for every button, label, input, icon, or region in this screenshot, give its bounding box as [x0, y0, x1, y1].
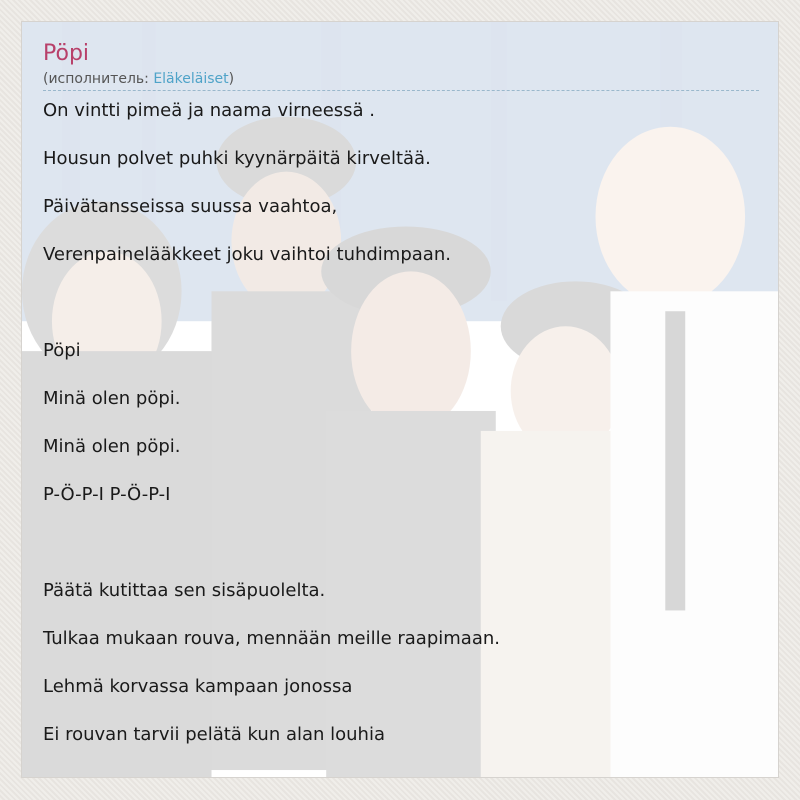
lyric-line: P-Ö-P-I P-Ö-P-I: [43, 484, 171, 505]
lyric-line: Ei rouvan tarvii pelätä kun alan louhia: [43, 724, 385, 745]
lyric-line: On vintti pimeä ja naama virneessä .: [43, 100, 376, 121]
lyric-line: Lehmä korvassa kampaan jonossa: [43, 676, 353, 697]
lyric-line: Päivätansseissa suussa vaahtoa,: [43, 196, 338, 217]
lyric-line: Minä olen pöpi.: [43, 436, 181, 457]
performer-suffix: ): [228, 71, 235, 87]
lyrics-body: [43, 100, 759, 772]
performer-line: [43, 70, 759, 91]
lyric-line: Päätä kutittaa sen sisäpuolelta.: [43, 580, 326, 601]
lyric-line: Tulkaa mukaan rouva, mennään meille raapimaan.: [43, 628, 500, 649]
performer-link[interactable]: Eläkeläiset: [153, 71, 229, 87]
performer-prefix: (исполнитель:: [43, 71, 154, 87]
stanza-break: [43, 292, 759, 340]
stanza-break: [43, 532, 759, 580]
lyric-line: Pöpi: [43, 340, 81, 361]
lyrics-card: [21, 21, 779, 778]
lyric-line: Housun polvet puhki kyynärpäitä kirveltää.: [43, 148, 431, 169]
lyric-line: Minä olen pöpi.: [43, 388, 181, 409]
lyric-line: Verenpainelääkkeet joku vaihtoi tuhdimpaan.: [43, 244, 451, 265]
lyrics-content: [43, 22, 757, 777]
song-title: Pöpi: [43, 41, 90, 66]
